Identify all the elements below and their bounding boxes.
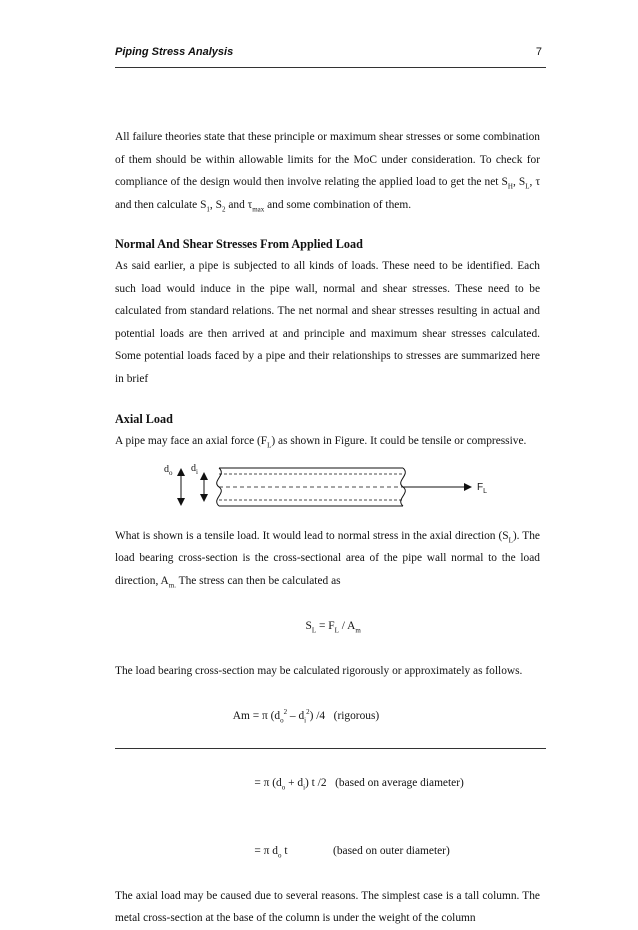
force-label: $F_L$ [477,481,488,495]
header-title: Piping Stress Analysis [115,46,234,58]
stresses-paragraph: As said earlier, a pipe is subjected to all kinds of loads. These need to be identified. Each such load would induce in the pipe wall, normal and shear stresses. These need to be calculated from standard relations. The net normal and shear stresses resulting in actual and potential loads are then arrived at and principle and maximum shear stresses calculated. Some potential loads faced by a pipe and their relationships to stresses are summarized here in brief [115,260,540,385]
outer-diameter-label: $d_o$ [164,463,173,477]
area-equation-average: = π $(d_o + d_i)$ t /2 (based on average diameter) [254,777,464,792]
page-number: 7 [535,46,542,58]
stress-equation: $S_L = F_L / A_m$ [305,619,361,634]
tensile-load-paragraph: What is shown is a tensile load. It would lead to normal stress in the axial direction $(S_L)$. The load bearing cross-section is the cross-sectional area of the pipe wall normal to the load direction, $A_{m.}$ The stress can then be calculated as [115,529,540,589]
section-heading-axial-load: Axial Load [115,412,173,426]
page-header [115,46,546,66]
axial-load-paragraph: A pipe may face an axial force $(F_L)$ as shown in Figure. It could be tensile or compressive. [115,435,527,450]
section-heading-stresses: Normal And Shear Stresses From Applied Load [115,237,363,251]
axial-load-figure [115,453,540,515]
intro-paragraph: All failure theories state that these principle or maximum shear stresses or some combination of them should be within allowable limits for the MoC under consideration. To check for compliance of the design would then involve relating the applied load to get the net $S_H$, $S_L$, τ and then calculate $S_1$, $S_2$ and $\tau_{max}$ and some combination of them. [115,131,541,213]
footer-rule [115,748,546,749]
inner-diameter-label: $d_i$ [191,462,198,476]
closing-paragraph: The axial load may be caused due to several reasons. The simplest case is a tall column. The metal cross-section at the base of the column is under the weight of the column [115,889,540,924]
approximation-paragraph: The load bearing cross-section may be calculated rigorously or approximately as follows. [115,664,523,677]
area-equation-rigorous: Am = π $(d_o^2 - d_i^2)$ /4 (rigorous) [232,707,380,724]
page-body [115,126,540,930]
area-equation-outer: = π $d_o$ t (based on outer diameter) [254,844,450,859]
header-rule [115,67,546,68]
